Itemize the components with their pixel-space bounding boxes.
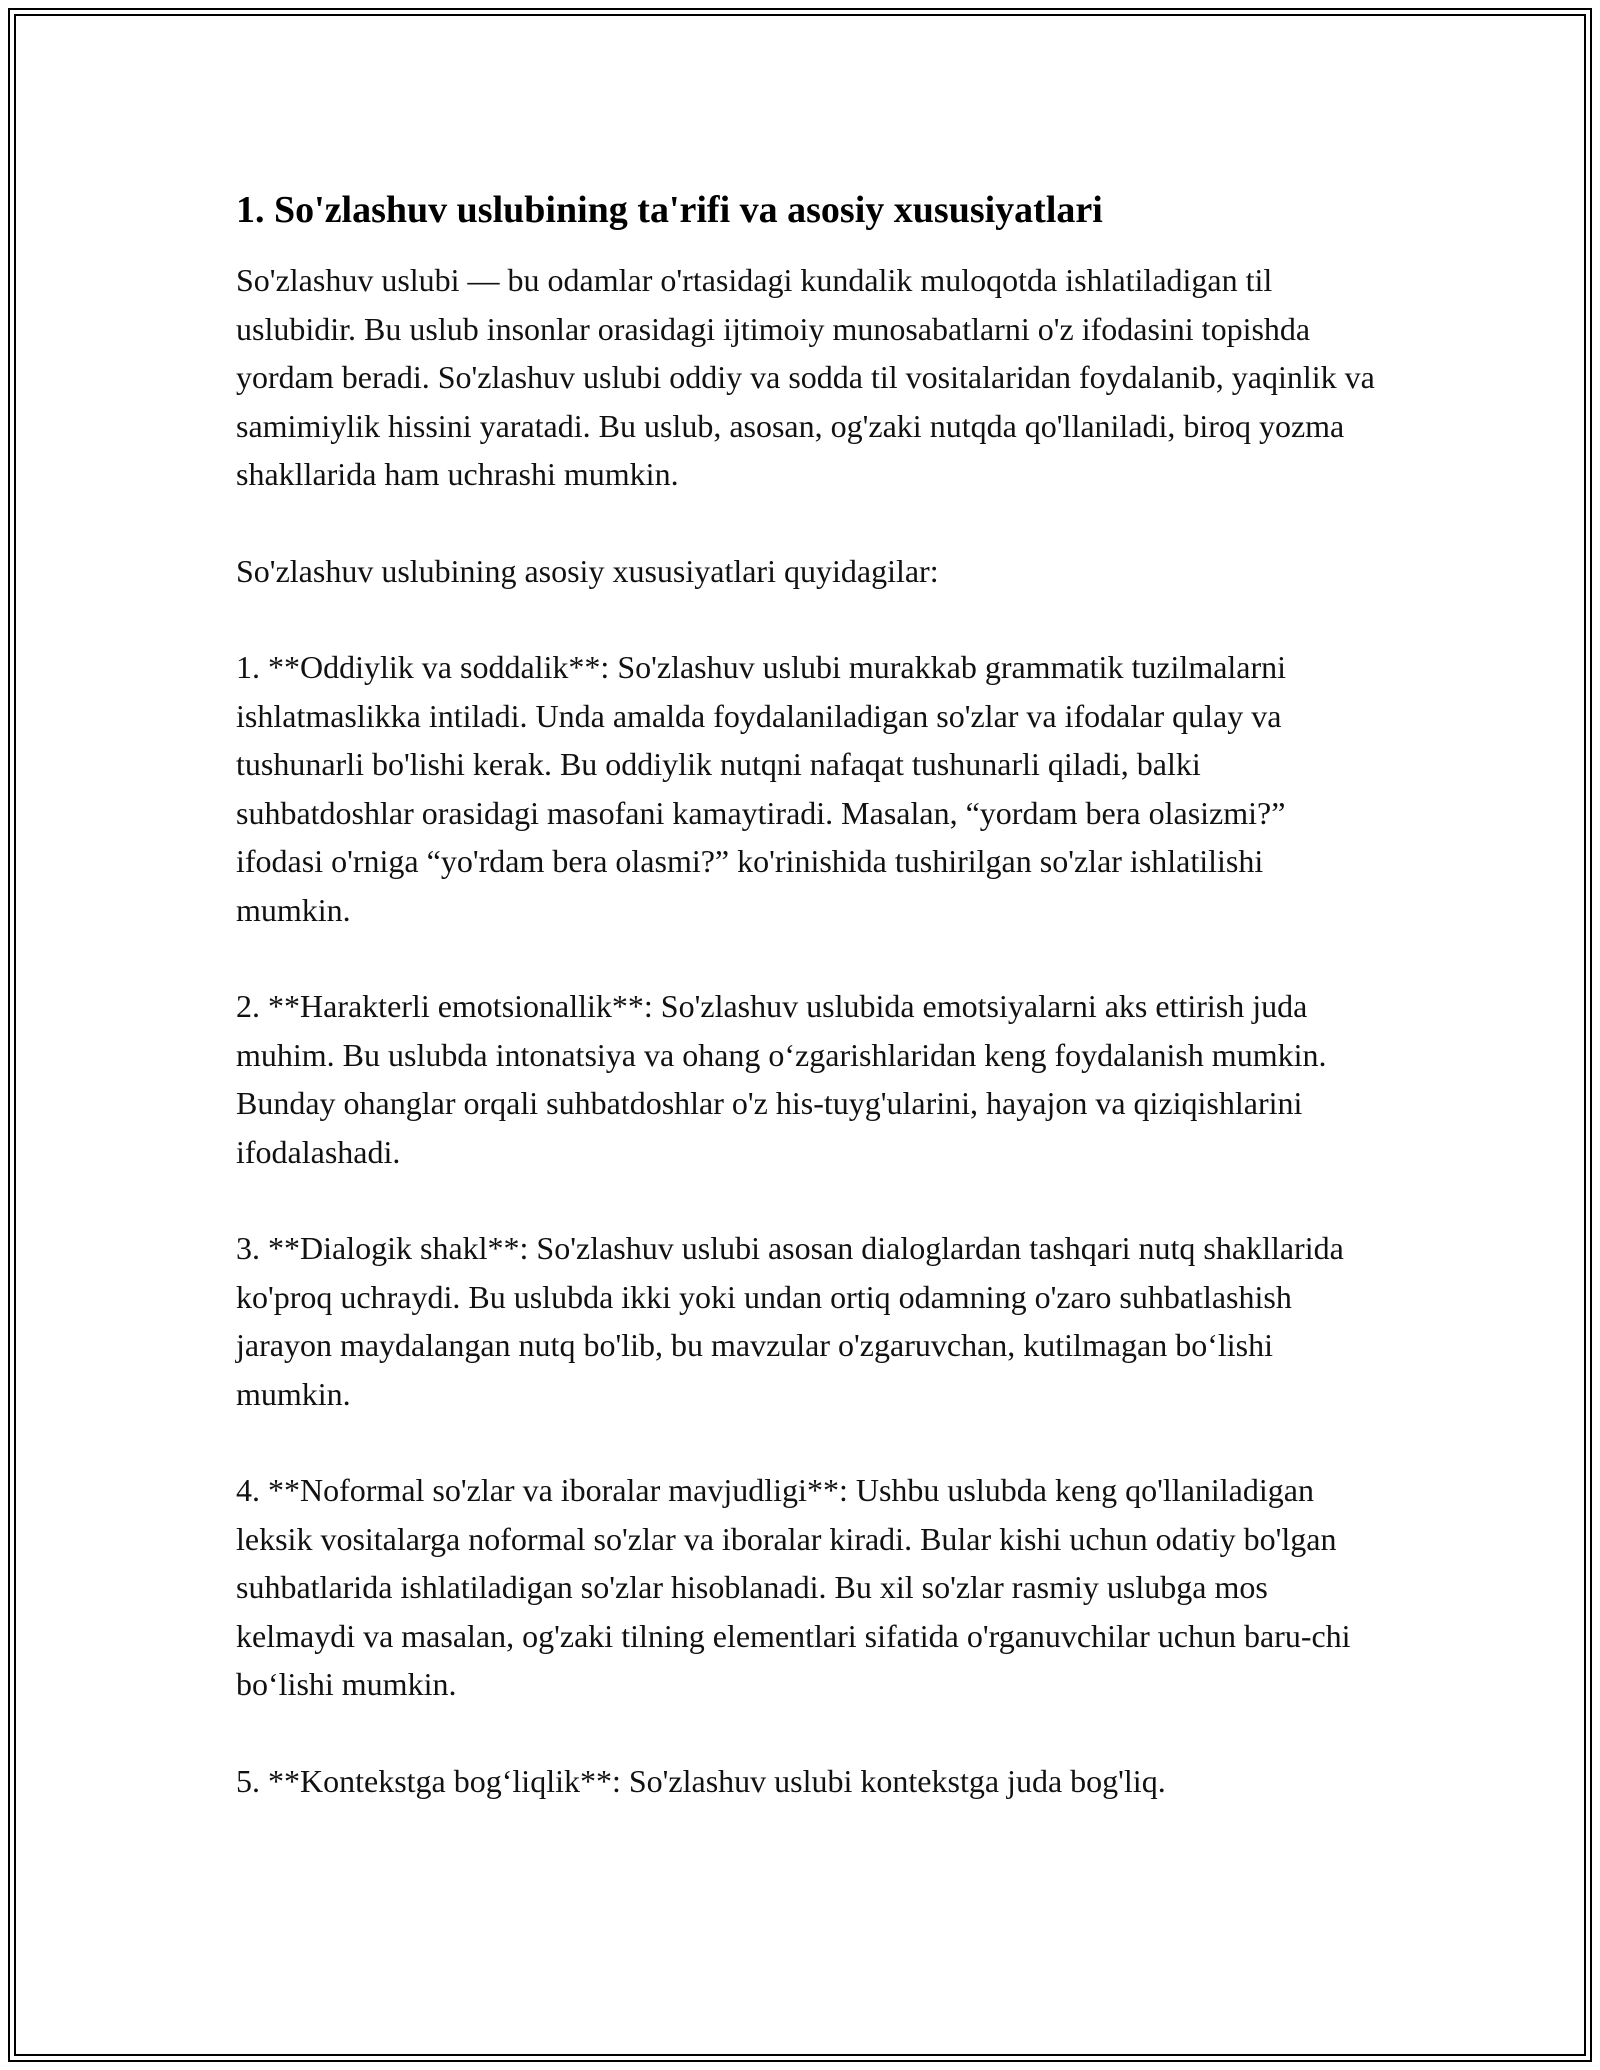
features-intro-paragraph: So'zlashuv uslubining asosiy xususiyatlari quyidagilar:	[236, 552, 939, 589]
document-body	[236, 186, 1376, 1853]
section-heading: 1. So'zlashuv uslubining ta'rifi va asosiy xususiyatlari	[236, 189, 1103, 231]
feature-item-emotionality: 2. **Harakterli emotsionallik**: So'zlashuv uslubida emotsiyalarni aks ettirish juda muhim. Bu uslubda intonatsiya va ohang o‘zgarishlaridan keng foydalanish mumkin. Bunday ohanglar orqali suhbatdoshlar o'z his-tuyg'ularini, hayajon va qiziqishlarini ifodalashadi.	[236, 988, 1327, 1170]
feature-item-simplicity: 1. **Oddiylik va soddalik**: So'zlashuv uslubi murakkab grammatik tuzilmalarni ishlatmaslikka intiladi. Unda amalda foydalaniladigan so'zlar va ifodalar qulay va tushunarli bo'lishi kerak. Bu oddiylik nutqni nafaqat tushunarli qiladi, balki suhbatdoshlar orasidagi masofani kamaytiradi. Masalan, “yordam bera olasizmi?” ifodasi o'rniga “yo'rdam bera olasmi?” ko'rinishida tushirilgan so'zlar ishlatilishi mumkin.	[236, 649, 1287, 928]
feature-item-context-dependence: 5. **Kontekstga bog‘liqlik**: So'zlashuv uslubi kontekstga juda bog'liq.	[236, 1762, 1166, 1799]
intro-paragraph: So'zlashuv uslubi — bu odamlar o'rtasidagi kundalik muloqotda ishlatiladigan til uslubidir. Bu uslub insonlar orasidagi ijtimoiy munosabatlarni o'z ifodasini topishda yordam beradi. So'zlashuv uslubi oddiy va sodda til vositalaridan foydalanib, yaqinlik va samimiylik hissini yaratadi. Bu uslub, asosan, og'zaki nutqda qo'llaniladi, biroq yozma shakllarida ham uchrashi mumkin.	[236, 262, 1375, 492]
feature-item-dialogic-form: 3. **Dialogik shakl**: So'zlashuv uslubi asosan dialoglardan tashqari nutq shakllarida ko'proq uchraydi. Bu uslubda ikki yoki undan ortiq odamning o'zaro suhbatlashish jarayon maydalangan nutq bo'lib, bu mavzular o'zgaruvchan, kutilmagan bo‘lishi mumkin.	[236, 1230, 1344, 1412]
feature-item-informal-words: 4. **Noformal so'zlar va iboralar mavjudligi**: Ushbu uslubda keng qo'llaniladigan leksik vositalarga noformal so'zlar va iboralar kiradi. Bular kishi uchun odatiy bo'lgan suhbatlarida ishlatiladigan so'zlar hisoblanadi. Bu xil so'zlar rasmiy uslubga mos kelmaydi va masalan, og'zaki tilning elementlari sifatida o'rganuvchilar uchun baru-chi bo‘lishi mumkin.	[236, 1472, 1351, 1702]
